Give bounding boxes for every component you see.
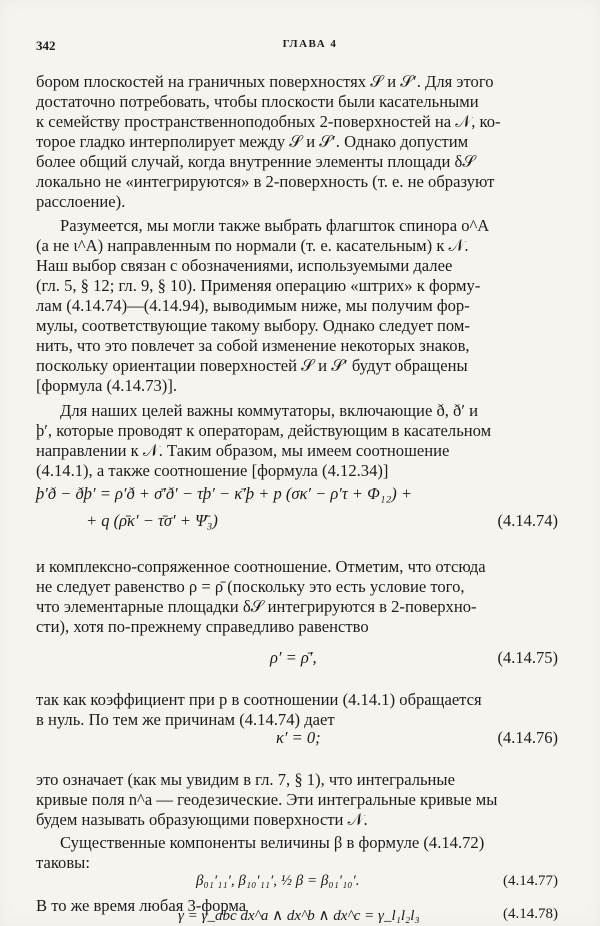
chapter-title: ГЛАВА 4: [282, 38, 338, 50]
text-line: Существенные компоненты величины β в формуле (4.14.72): [60, 833, 485, 852]
text-line: (4.14.1), а также соотношение [формула (4.12.34)]: [36, 461, 389, 480]
text-line: бором плоскостей на граничных поверхностях 𝒮 и 𝒮′. Для этого: [36, 72, 494, 91]
equation-number: (4.14.75): [497, 648, 558, 667]
text-line: лам (4.14.74)—(4.14.94), выводимым ниже, мы получим фор-: [36, 296, 470, 315]
paragraph-6: [36, 770, 559, 830]
equation-4-14-77: β₀₁′₁₁′, β₁₀′₁₁′, ½ β = β₀₁′₁₀′.: [196, 873, 360, 889]
equation-4-14-74-line-1: þ′ð − ðþ′ = ρ′ð + σ̄′ð′ − τþ′ − κ̄′þ + p (σκ′ − ρ′τ + Φ₁₂) +: [36, 484, 412, 503]
text-line: направлении к 𝒩. Таким образом, мы имеем соотношение: [36, 441, 450, 460]
text-line: не следует равенство ρ = ρ̄ (поскольку это есть условие того,: [36, 577, 465, 596]
text-line: это означает (как мы увидим в гл. 7, § 1), что интегральные: [36, 770, 455, 789]
equation-4-14-76: κ′ = 0;: [276, 728, 321, 747]
text-line: таковы:: [36, 853, 90, 872]
text-line: достаточно потребовать, чтобы плоскости были касательными: [36, 92, 479, 111]
text-line: более общий случай, когда внутренние элементы площади δ𝒮: [36, 152, 476, 171]
text-line: мулы, соответствующие такому выбору. Однако следует пом-: [36, 316, 470, 335]
text-line: þ′, которые проводят к операторам, действующим в касательном: [36, 421, 492, 440]
equation-4-14-74-line-2: + q (ρ̄κ′ − τ̄σ′ + Ψ̄₃): [86, 511, 218, 530]
text-line: В то же время любая 3-форма: [36, 896, 247, 915]
text-line: Разумеется, мы могли также выбрать флагшток спинора o^A: [60, 216, 490, 235]
equation-number: (4.14.78): [503, 906, 558, 922]
text-line: Для наших целей важны коммутаторы, включающие ð, ð′ и: [60, 401, 479, 420]
text-line: в нуль. По тем же причинам (4.14.74) дает: [36, 710, 335, 729]
text-line: (гл. 5, § 12; гл. 9, § 10). Применяя операцию «штрих» к форму-: [36, 276, 481, 295]
text-line: будем называть образующими поверхности 𝒩.: [36, 810, 368, 829]
text-line: (а не ι^A) направленным по нормали (т. е. касательным) к 𝒩.: [36, 236, 469, 255]
page-number: 342: [36, 38, 56, 53]
text-line: и комплексно-сопряженное соотношение. Отметим, что отсюда: [36, 557, 486, 576]
paragraph-7: [36, 833, 559, 873]
text-line: что элементарные площадки δ𝒮 интегрируются в 2-поверхно-: [36, 597, 477, 616]
equation-4-14-75: ρ′ = ρ̄′,: [270, 648, 317, 667]
paragraph-2: [36, 216, 559, 396]
text-line: локально не «интегрируются» в 2-поверхность (т. е. не образуют: [36, 172, 495, 191]
text-line: сти), хотя по-прежнему справедливо равенство: [36, 617, 369, 636]
text-line: Наш выбор связан с обозначениями, используемыми далее: [36, 256, 453, 275]
text-line: нить, что это повлечет за собой изменение некоторых знаков,: [36, 336, 470, 355]
paragraph-1: [36, 72, 559, 212]
text-line: [формула (4.14.73)].: [36, 376, 177, 395]
text-line: торое гладко интерполирует между 𝒮 и 𝒮′. Однако допустим: [36, 132, 469, 151]
paragraph-4: [36, 557, 559, 637]
text-line: поскольку ориентации поверхностей 𝒮 и 𝒮′ будут обращены: [36, 356, 468, 375]
equation-number: (4.14.74): [497, 511, 558, 530]
text-line: расслоение).: [36, 192, 126, 211]
paragraph-5: [36, 690, 559, 730]
text-line: кривые поля n^a — геодезические. Эти интегральные кривые мы: [36, 790, 498, 809]
text-line: к семейству пространственноподобных 2-поверхностей на 𝒩, ко-: [36, 112, 501, 131]
equation-number: (4.14.77): [503, 873, 558, 889]
equation-number: (4.14.76): [497, 728, 558, 747]
text-line: так как коэффициент при p в соотношении (4.14.1) обращается: [36, 690, 482, 709]
paragraph-3: [36, 401, 559, 481]
equation-4-14-78: γ = γ_abc dx^a ∧ dx^b ∧ dx^c = γ_l₁l₂l₃: [178, 908, 420, 924]
